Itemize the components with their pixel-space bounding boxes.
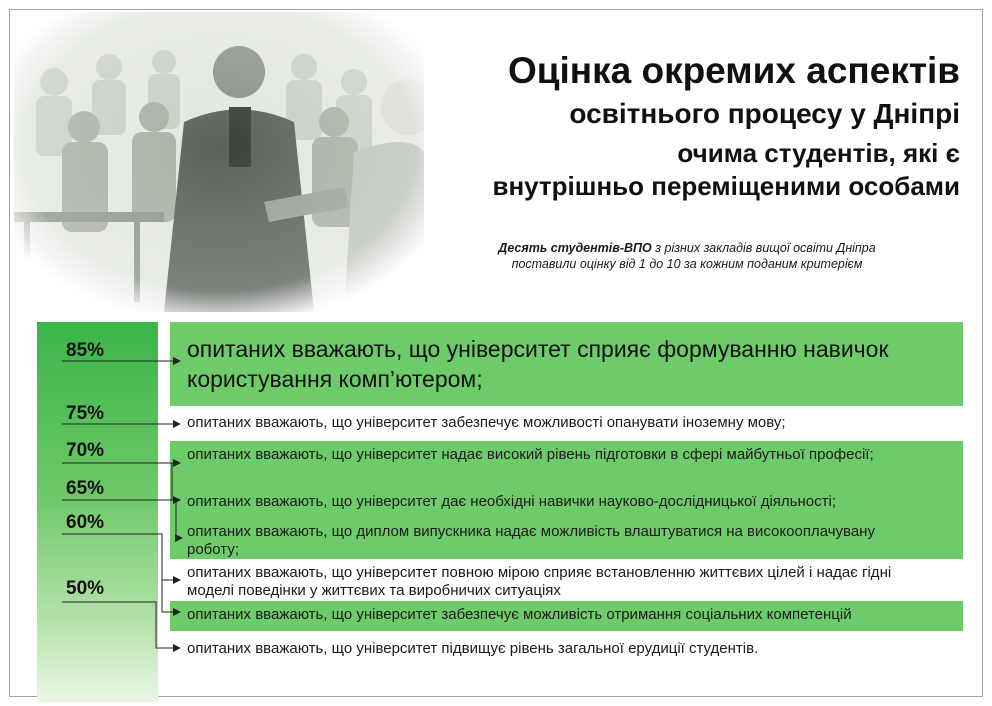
title-line-3: очима студентів, які є: [677, 138, 960, 168]
title-line-4: внутрішньо переміщеними особами: [492, 171, 960, 201]
statement-65: опитаних вважають, що диплом випускника надає можливість влаштуватися на високооплачувану роботу;: [187, 523, 875, 558]
subtitle-line-2: поставили оцінку від 1 до 10 за кожним поданим критерієм: [511, 257, 863, 271]
subtitle-rest: з різних закладів вищої освіти Дніпра: [651, 241, 876, 255]
title-line-2: освітнього процесу у Дніпрі: [569, 98, 960, 129]
statement-75: опитаних вважають, що університет забезпечує можливості опанувати іноземну мову;: [187, 414, 786, 431]
subtitle-bold: Десять студентів-ВПО: [498, 241, 652, 255]
pct-75: 75%: [66, 403, 105, 424]
statement-60b: опитаних вважають, що університет забезпечує можливість отримання соціальних компетенцій: [187, 606, 852, 623]
statement-60a: опитаних вважають, що університет повною мірою сприяє встановленню життєвих цілей і надає гідні моделі поведінки у життєвих та виробничих ситуаціях: [187, 564, 892, 599]
pct-60: 60%: [66, 512, 105, 533]
statement-70b: опитаних вважають, що університет дає необхідні навички науково-дослідницької діяльності;: [187, 493, 836, 510]
statement-50: опитаних вважають, що університет підвищує рівень загальної ерудиції студентів.: [187, 640, 759, 657]
title-line-1: Оцінка окремих аспектів: [507, 50, 960, 91]
pct-50: 50%: [66, 578, 105, 599]
statement-85: опитаних вважають, що університет сприяє формуванню навичок користування комп’ютером;: [187, 336, 889, 392]
pct-70: 70%: [66, 440, 105, 461]
statement-70a: опитаних вважають, що університет надає високий рівень підготовки в сфері майбутньої професії;: [187, 446, 874, 463]
pct-65: 65%: [66, 478, 105, 499]
pct-85: 85%: [66, 340, 105, 361]
